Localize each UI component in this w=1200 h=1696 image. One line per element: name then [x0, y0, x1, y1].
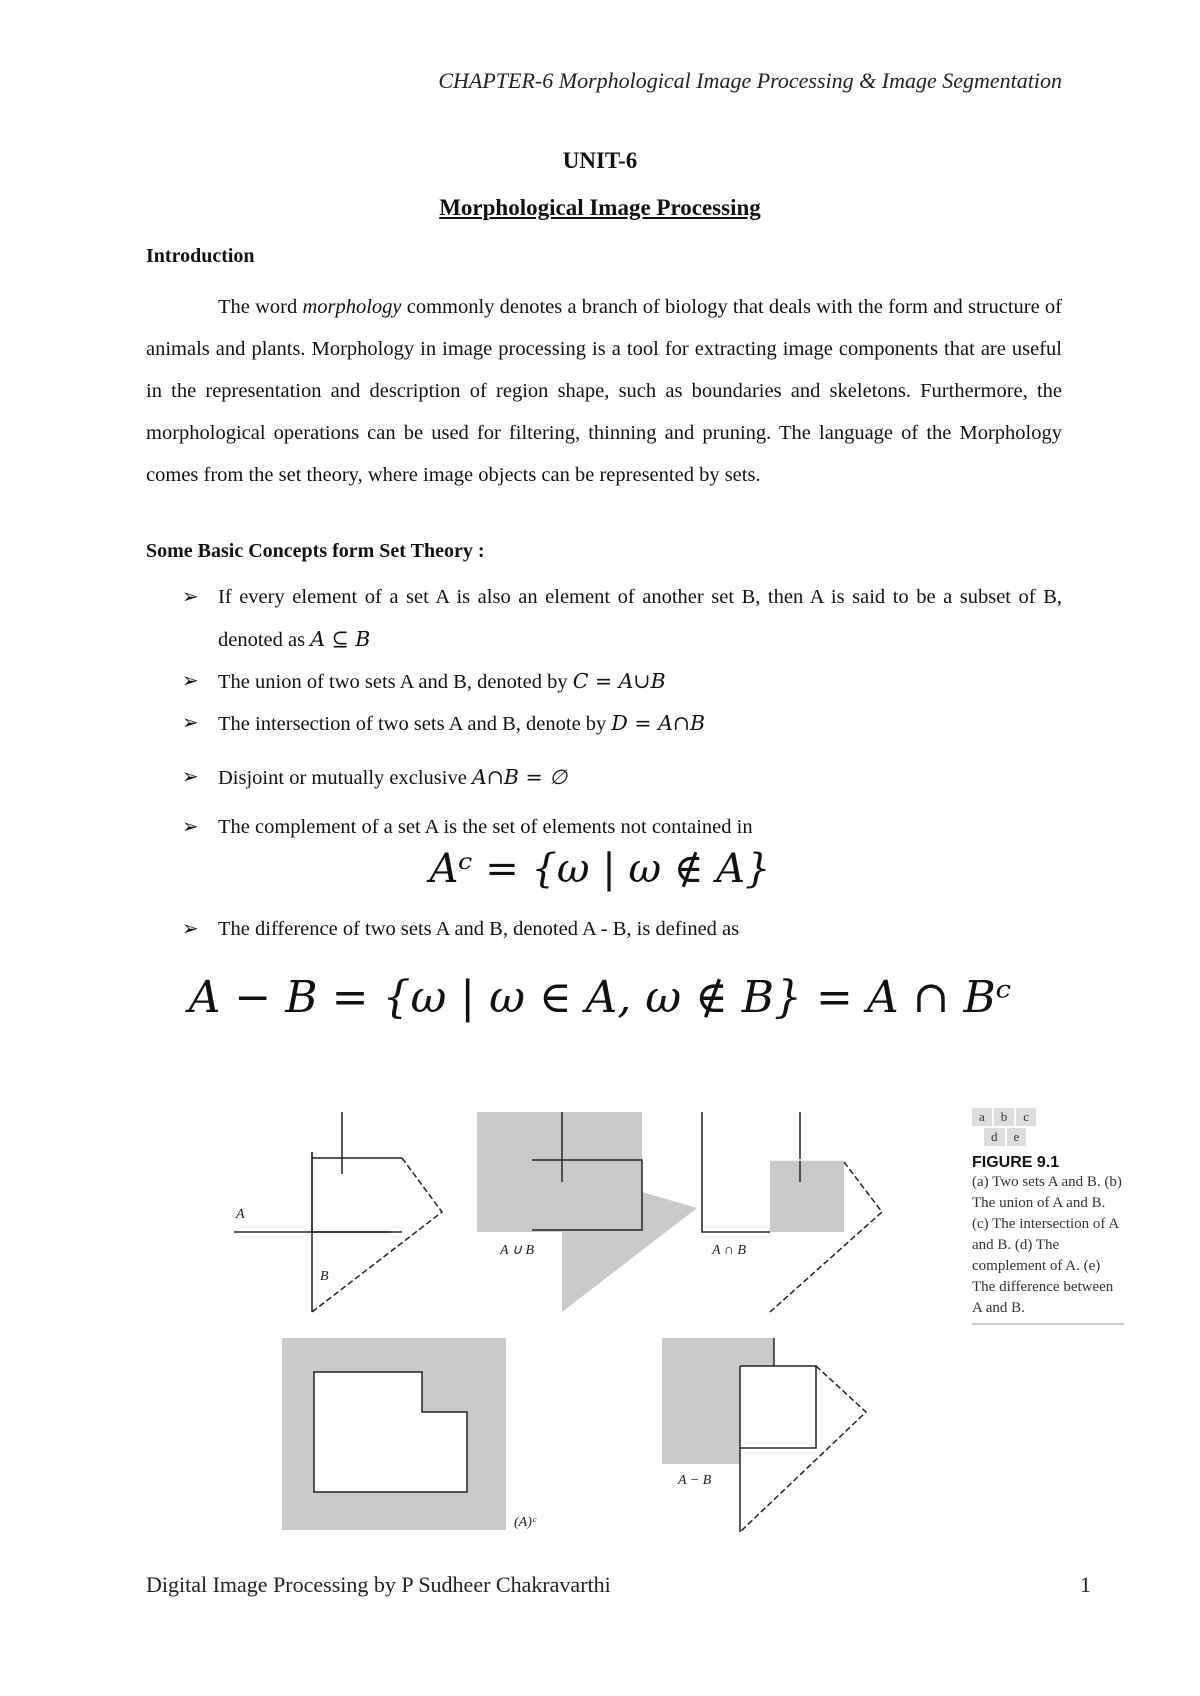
panel-c-intersection	[702, 1112, 882, 1312]
arrow-bullet-icon: ➢	[182, 816, 199, 838]
intro-paragraph	[146, 286, 1062, 496]
bullet-text: If every element of a set A is also an element of another set B, then A is said to be a subset of B, denoted as	[218, 586, 1062, 651]
bullet-complement	[182, 806, 1062, 848]
label-complement: (A)ᶜ	[514, 1515, 536, 1530]
panel-tag-e: e	[1007, 1128, 1027, 1146]
panel-b-union	[477, 1112, 697, 1312]
bullet-formula: C = A∪B	[572, 669, 666, 693]
label-union: A ∪ B	[500, 1243, 535, 1258]
bullet-text: The complement of a set A is the set of elements not contained in	[218, 816, 753, 838]
bullet-text: Disjoint or mutually exclusive	[218, 767, 472, 789]
arrow-bullet-icon: ➢	[182, 670, 199, 692]
bullet-intersection	[182, 702, 1062, 744]
set-theory-heading: Some Basic Concepts form Set Theory :	[146, 540, 485, 562]
figure-caption-box	[972, 1108, 1124, 1325]
bullet-text: The union of two sets A and B, denoted by	[218, 671, 573, 693]
arrow-bullet-icon: ➢	[182, 766, 199, 788]
figure-caption: (a) Two sets A and B. (b) The union of A and B. (c) The intersection of A and B. (d) The complement of A. (e) The difference between A and B.	[972, 1172, 1124, 1325]
panel-tag-a: a	[972, 1108, 992, 1126]
bullet-formula: D = A∩B	[611, 711, 706, 735]
panel-tag-d: d	[984, 1128, 1005, 1146]
arrow-bullet-icon: ➢	[182, 918, 199, 940]
arrow-bullet-icon: ➢	[182, 712, 199, 734]
running-header: CHAPTER-6 Morphological Image Processing & Image Segmentation	[438, 68, 1062, 93]
label-set-b: B	[320, 1269, 329, 1284]
panel-a-two-sets	[234, 1112, 442, 1312]
difference-equation: A − B = {ω | ω ∈ A, ω ∉ B} = A ∩ Bᶜ	[188, 972, 1012, 1023]
label-intersection: A ∩ B	[712, 1243, 746, 1258]
complement-equation: Aᶜ = {ω | ω ∉ A}	[429, 846, 771, 892]
footer-text: Digital Image Processing by P Sudheer Chakravarthi	[146, 1572, 611, 1597]
figure-label: FIGURE 9.1	[972, 1154, 1060, 1171]
intro-text-before: The word	[218, 296, 303, 318]
arrow-bullet-icon: ➢	[182, 586, 199, 608]
bullet-difference	[182, 908, 1062, 950]
bullet-text: The difference of two sets A and B, denoted A - B, is defined as	[218, 918, 740, 940]
label-difference: A − B	[678, 1473, 712, 1488]
bullet-formula: A∩B = ∅	[471, 765, 568, 789]
intro-text-after: commonly denotes a branch of biology that deals with the form and structure of animals and plants. Morphology in image processing is a tool for extracting image components that are useful in the representation and description of region shape, such as boundaries and skeletons. Furthermore, the morphological operations can be used for filtering, thinning and pruning. The language of the Morphology comes from the set theory, where image objects can be represented by sets.	[146, 296, 1062, 486]
bullet-disjoint	[182, 756, 1062, 798]
bullet-text: The intersection of two sets A and B, denote by	[218, 713, 612, 735]
intro-heading: Introduction	[146, 245, 255, 267]
panel-d-complement	[282, 1338, 506, 1530]
panel-tag-b: b	[994, 1108, 1015, 1126]
label-set-a: A	[236, 1207, 245, 1222]
panel-tags-row2	[984, 1128, 1124, 1146]
bullet-union	[182, 660, 1062, 702]
page-title: Morphological Image Processing	[439, 195, 761, 220]
panel-e-difference	[662, 1338, 866, 1532]
intro-emphasis: morphology	[302, 296, 402, 318]
page-number: 1	[1080, 1572, 1091, 1597]
bullet-subset	[182, 576, 1062, 660]
panel-tags-row1	[972, 1108, 1124, 1126]
bullet-formula: A ⊆ B	[310, 627, 371, 651]
unit-heading: UNIT-6	[562, 148, 638, 173]
panel-tag-c: c	[1016, 1108, 1036, 1126]
